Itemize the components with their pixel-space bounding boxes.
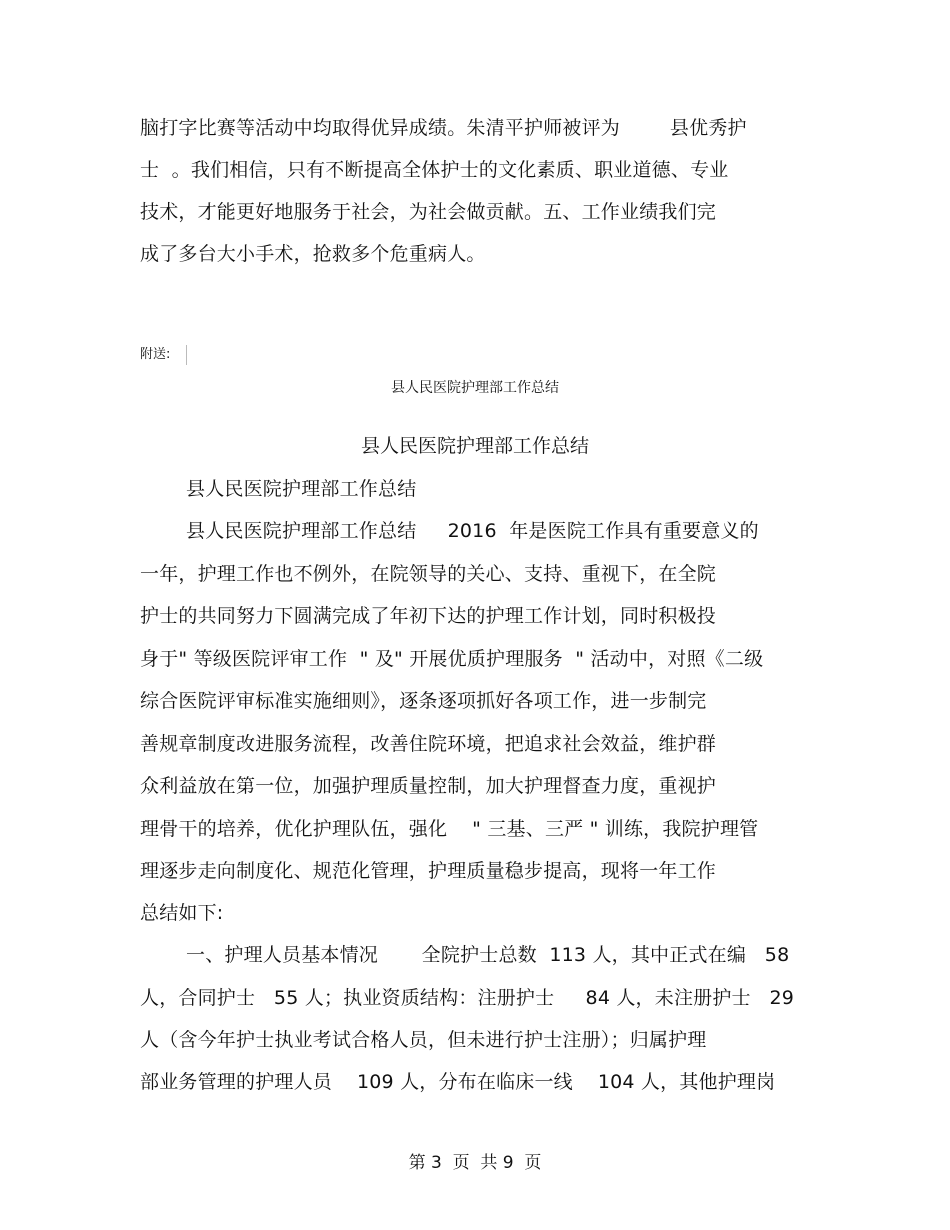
body-line: 县人民医院护理部工作总结 2016 年是医院工作具有重要意义的 xyxy=(186,520,759,542)
attachment-label: 附送: xyxy=(140,347,171,362)
body-line: 善规章制度改进服务流程，改善住院环境，把追求社会效益，维护群 xyxy=(140,733,717,755)
body-line: 护士的共同努力下圆满完成了年初下达的护理工作计划，同时积极投 xyxy=(140,605,717,627)
body-line: 身于" 等级医院评审工作 " 及" 开展优质护理服务 " 活动中，对照《二级 xyxy=(140,648,764,670)
subtitle: 县人民医院护理部工作总结 xyxy=(186,478,417,500)
small-title: 县人民医院护理部工作总结 xyxy=(391,380,559,396)
body-line: 总结如下: xyxy=(140,902,224,924)
body-line: 综合医院评审标准实施细则》，逐条逐项抓好各项工作，进一步制完 xyxy=(140,690,707,712)
body-line: 一、护理人员基本情况 全院护士总数 113 人，其中正式在编 58 xyxy=(186,944,790,966)
attachment-divider xyxy=(186,345,188,365)
paragraph-line: 成了多台大小手术，抢救多个危重病人。 xyxy=(140,243,486,265)
body-line: 理骨干的培养，优化护理队伍，强化 " 三基、三严 " 训练，我院护理管 xyxy=(140,818,759,840)
body-line: 一年，护理工作也不例外，在院领导的关心、支持、重视下，在全院 xyxy=(140,563,717,585)
body-line: 人（含今年护士执业考试合格人员，但未进行护士注册）；归属护理 xyxy=(140,1029,707,1051)
body-line: 部业务管理的护理人员 109 人，分布在临床一线 104 人，其他护理岗 xyxy=(140,1071,776,1093)
body-line: 众利益放在第一位，加强护理质量控制，加大护理督查力度，重视护 xyxy=(140,775,717,797)
paragraph-line: 脑打字比赛等活动中均取得优异成绩。朱清平护师被评为 县优秀护 xyxy=(140,117,747,139)
body-line: 人，合同护士 55 人；执业资质结构：注册护士 84 人，未注册护士 29 xyxy=(140,987,795,1009)
paragraph-line: 技术，才能更好地服务于社会，为社会做贡献。五、工作业绩我们完 xyxy=(140,201,717,223)
body-line: 理逐步走向制度化、规范化管理，护理质量稳步提高，现将一年工作 xyxy=(140,860,717,882)
paragraph-line: 士 。我们相信，只有不断提高全体护士的文化素质、职业道德、专业 xyxy=(140,159,729,181)
main-title: 县人民医院护理部工作总结 xyxy=(360,435,589,457)
page-footer: 第 3 页 共 9 页 xyxy=(408,1153,542,1173)
